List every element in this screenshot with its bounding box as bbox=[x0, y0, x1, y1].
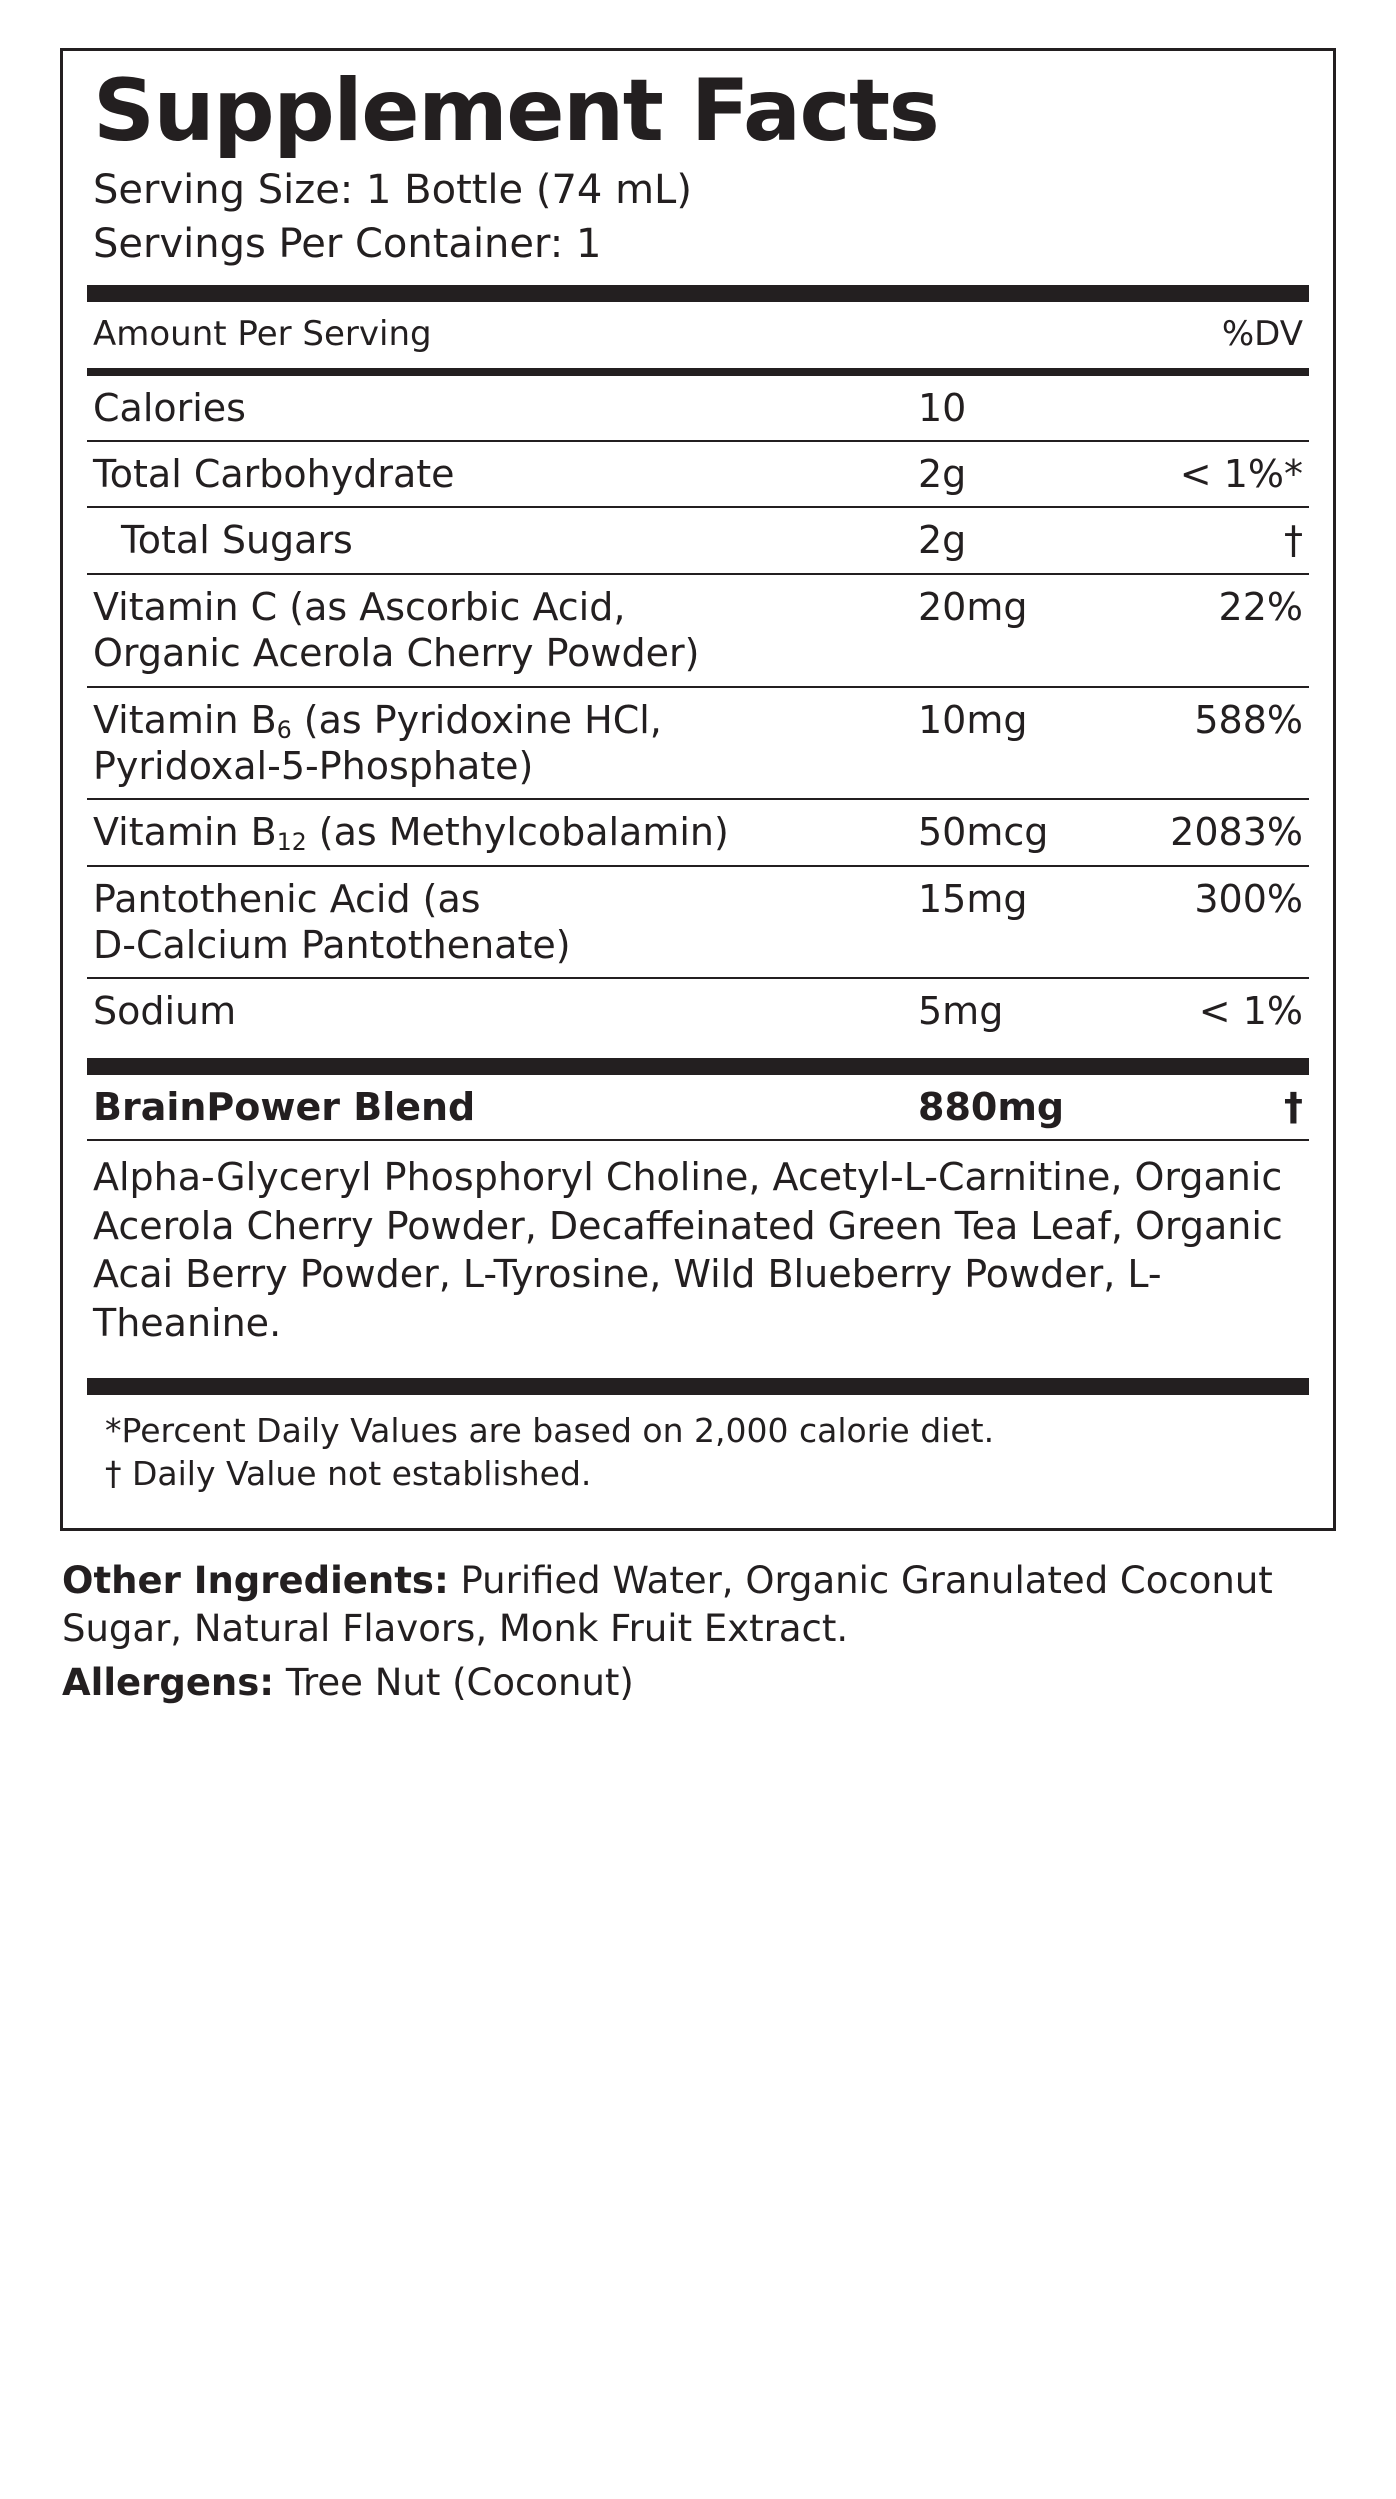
blend-name: BrainPower Blend bbox=[93, 1084, 476, 1129]
other-ingredients-value: Purified Water, Organic Granulated Coconut Sugar, Natural Flavors, Monk Fruit Extract. bbox=[62, 1559, 1273, 1651]
divider-thick-footnotes bbox=[87, 1378, 1309, 1395]
amount-per-serving-label: Amount Per Serving bbox=[93, 314, 432, 355]
allergens bbox=[62, 1659, 1330, 1707]
table-row bbox=[87, 376, 1309, 440]
nutrient-name: Vitamin C (as Ascorbic Acid, Organic Acerola Cherry Powder) bbox=[93, 584, 700, 676]
panel-title: Supplement Facts bbox=[93, 61, 939, 161]
blend-dv: † bbox=[1284, 1084, 1303, 1129]
allergens-label: Allergens: bbox=[62, 1661, 275, 1705]
table-row bbox=[87, 800, 1309, 864]
nutrient-dv: 2083% bbox=[1170, 810, 1303, 855]
nutrient-amount: 50mcg bbox=[918, 810, 1049, 855]
table-row bbox=[87, 688, 1309, 799]
nutrient-dv: 588% bbox=[1194, 697, 1303, 742]
nutrient-dv: 300% bbox=[1194, 876, 1303, 921]
table-row bbox=[87, 979, 1309, 1043]
allergens-value: Tree Nut (Coconut) bbox=[274, 1661, 634, 1705]
footnote-daily-values: *Percent Daily Values are based on 2,000 calorie diet. bbox=[105, 1410, 995, 1450]
nutrient-amount: 10 bbox=[918, 385, 967, 430]
nutrient-name: Vitamin $B_{12}$ (as Methylcobalamin) bbox=[93, 810, 729, 857]
nutrient-dv: † bbox=[1284, 518, 1303, 563]
nutrient-name: Calories bbox=[93, 385, 246, 430]
nutrient-name: Total Carbohydrate bbox=[93, 452, 455, 497]
nutrient-amount: 5mg bbox=[918, 989, 1004, 1034]
other-ingredients bbox=[62, 1557, 1330, 1653]
nutrient-name: Pantothenic Acid (as D-Calcium Pantothenate) bbox=[93, 876, 571, 967]
nutrient-amount: 15mg bbox=[918, 876, 1028, 921]
nutrient-amount: 20mg bbox=[918, 584, 1028, 629]
table-row bbox=[87, 867, 1309, 978]
other-ingredients-label: Other Ingredients: bbox=[62, 1559, 449, 1603]
divider-med-header bbox=[87, 368, 1309, 376]
nutrient-amount: 2g bbox=[918, 518, 967, 563]
nutrient-dv: 22% bbox=[1218, 584, 1303, 629]
nutrient-name: Total Sugars bbox=[121, 518, 353, 563]
table-row bbox=[87, 575, 1309, 686]
divider-thick-top bbox=[87, 285, 1309, 302]
table-row bbox=[87, 442, 1309, 506]
nutrient-amount: 2g bbox=[918, 452, 967, 497]
servings-per-container: Servings Per Container: 1 bbox=[93, 221, 602, 268]
blend-amount: 880mg bbox=[918, 1084, 1065, 1129]
dv-column-header: %DV bbox=[1221, 314, 1303, 355]
table-row bbox=[87, 508, 1309, 572]
footnotes bbox=[87, 1395, 1309, 1511]
blend-ingredients: Alpha-Glyceryl Phosphoryl Choline, Acetyl-L-Carnitine, Organic Acerola Cherry Powder, Decaffeinated Green Tea Leaf, Organic Acai Berry Powder, L-Tyrosine, Wild Blueberry Powder, L-Theanine. bbox=[93, 1155, 1283, 1345]
divider-thick-blend bbox=[87, 1058, 1309, 1075]
nutrient-amount: 10mg bbox=[918, 697, 1028, 742]
nutrient-dv: < 1%* bbox=[1179, 452, 1303, 497]
nutrient-dv: < 1% bbox=[1198, 989, 1303, 1034]
supplement-facts-panel bbox=[60, 48, 1336, 1531]
blend-header-row bbox=[87, 1075, 1309, 1139]
footnote-dagger: † Daily Value not established. bbox=[105, 1454, 592, 1494]
nutrient-name: Vitamin $B_6$ (as Pyridoxine HCl, Pyridoxal-5-Phosphate) bbox=[93, 697, 662, 788]
table-header-row bbox=[87, 302, 1309, 367]
serving-size: Serving Size: 1 Bottle (74 mL) bbox=[93, 167, 692, 214]
nutrient-name: Sodium bbox=[93, 989, 237, 1034]
